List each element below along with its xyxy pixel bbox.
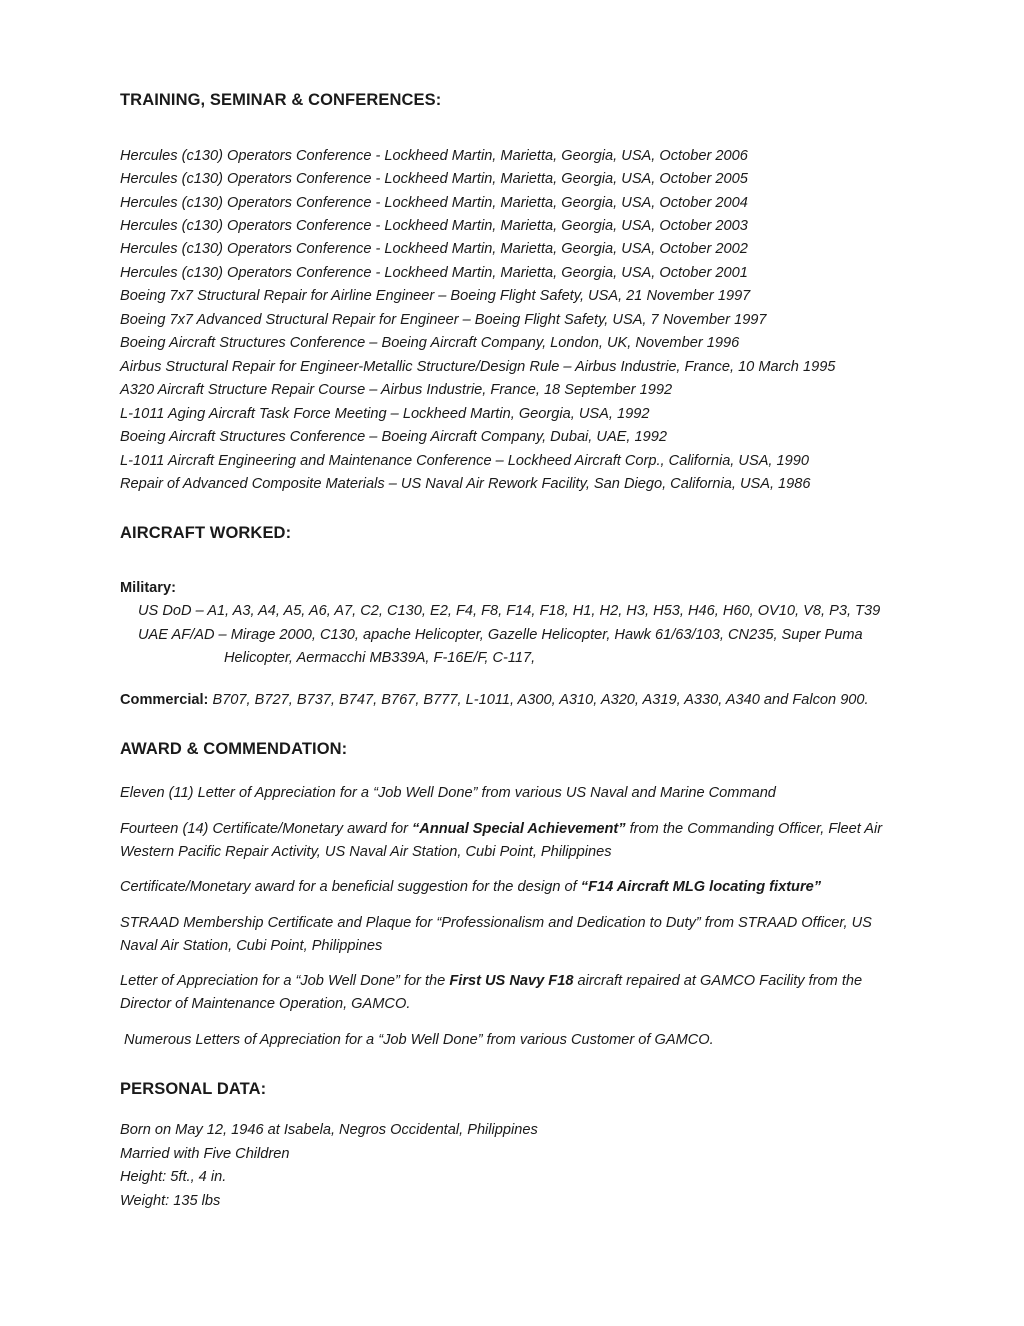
commercial-line	[120, 691, 869, 709]
award-item	[120, 818, 910, 864]
personal-item: Married with Five Children	[120, 1146, 290, 1162]
award-emphasis: “F14 Aircraft MLG locating fixture”	[580, 879, 822, 895]
personal-item: Height: 5ft., 4 in.	[120, 1169, 227, 1185]
uae-line-continued: Helicopter, Aermacchi MB339A, F-16E/F, C-117,	[224, 650, 536, 666]
training-item: Hercules (c130) Operators Conference - Lockheed Martin, Marietta, Georgia, USA, October 2003	[120, 218, 748, 234]
us-dod-line: US DoD – A1, A3, A4, A5, A6, A7, C2, C130, E2, F4, F8, F14, F18, H1, H2, H3, H53, H46, H60, OV10, V8, P3, T39	[138, 603, 881, 619]
award-text: from the Commanding Officer, Fleet Air Western Pacific Repair Activity, US Naval Air Station, Cubi Point, Philippines	[120, 821, 883, 860]
award-item: Eleven (11) Letter of Appreciation for a “Job Well Done” from various US Naval and Marine Command	[120, 785, 776, 801]
commercial-label: Commercial:	[120, 692, 209, 708]
commercial-value: B707, B727, B737, B747, B767, B777, L-1011, A300, A310, A320, A319, A330, A340 and Falcon 900.	[208, 692, 869, 708]
award-text: Certificate/Monetary award for a beneficial suggestion for the design of	[120, 879, 581, 895]
award-emphasis: First US Navy F18	[449, 973, 574, 989]
training-item: Hercules (c130) Operators Conference - Lockheed Martin, Marietta, Georgia, USA, October 2006	[120, 148, 748, 164]
training-item: Boeing Aircraft Structures Conference – Boeing Aircraft Company, London, UK, November 1996	[120, 335, 740, 351]
awards-heading: AWARD & COMMENDATION:	[120, 740, 348, 758]
personal-item: Born on May 12, 1946 at Isabela, Negros Occidental, Philippines	[120, 1122, 538, 1138]
award-item: STRAAD Membership Certificate and Plaque for “Professionalism and Dedication to Duty” from STRAAD Officer, US Naval Air Station, Cubi Point, Philippines	[120, 915, 872, 954]
personal-item: Weight: 135 lbs	[120, 1193, 221, 1209]
aircraft-heading: AIRCRAFT WORKED:	[120, 524, 292, 542]
uae-line: UAE AF/AD – Mirage 2000, C130, apache Helicopter, Gazelle Helicopter, Hawk 61/63/103, CN235, Super Puma	[138, 627, 863, 643]
personal-heading: PERSONAL DATA:	[120, 1080, 267, 1098]
training-item: Hercules (c130) Operators Conference - Lockheed Martin, Marietta, Georgia, USA, October 2005	[120, 171, 748, 187]
award-text: Fourteen (14) Certificate/Monetary award for	[120, 821, 412, 837]
award-item	[120, 876, 910, 899]
training-item: A320 Aircraft Structure Repair Course – Airbus Industrie, France, 18 September 1992	[120, 382, 673, 398]
award-item	[120, 970, 910, 1016]
military-label: Military:	[120, 580, 176, 596]
training-item: L-1011 Aging Aircraft Task Force Meeting – Lockheed Martin, Georgia, USA, 1992	[120, 406, 650, 422]
training-heading: TRAINING, SEMINAR & CONFERENCES:	[120, 91, 442, 109]
training-item: Boeing 7x7 Structural Repair for Airline Engineer – Boeing Flight Safety, USA, 21 November 1997	[120, 288, 751, 304]
training-item: Repair of Advanced Composite Materials – US Naval Air Rework Facility, San Diego, California, USA, 1986	[120, 476, 811, 492]
training-item: Boeing Aircraft Structures Conference – Boeing Aircraft Company, Dubai, UAE, 1992	[120, 429, 667, 445]
training-item: L-1011 Aircraft Engineering and Maintenance Conference – Lockheed Aircraft Corp., California, USA, 1990	[120, 453, 809, 469]
award-emphasis: “Annual Special Achievement”	[412, 821, 626, 837]
training-item: Hercules (c130) Operators Conference - Lockheed Martin, Marietta, Georgia, USA, October 2004	[120, 195, 748, 211]
award-text: Letter of Appreciation for a “Job Well Done” for the	[120, 973, 450, 989]
award-text: aircraft repaired at GAMCO Facility from the Director of Maintenance Operation, GAMCO.	[120, 973, 863, 1012]
training-item: Airbus Structural Repair for Engineer-Metallic Structure/Design Rule – Airbus Industrie, France, 10 March 1995	[120, 359, 836, 375]
award-item: Numerous Letters of Appreciation for a “Job Well Done” from various Customer of GAMCO.	[120, 1032, 714, 1048]
training-item: Boeing 7x7 Advanced Structural Repair for Engineer – Boeing Flight Safety, USA, 7 November 1997	[120, 312, 767, 328]
training-item: Hercules (c130) Operators Conference - Lockheed Martin, Marietta, Georgia, USA, October 2001	[120, 265, 748, 281]
training-item: Hercules (c130) Operators Conference - Lockheed Martin, Marietta, Georgia, USA, October 2002	[120, 241, 748, 257]
